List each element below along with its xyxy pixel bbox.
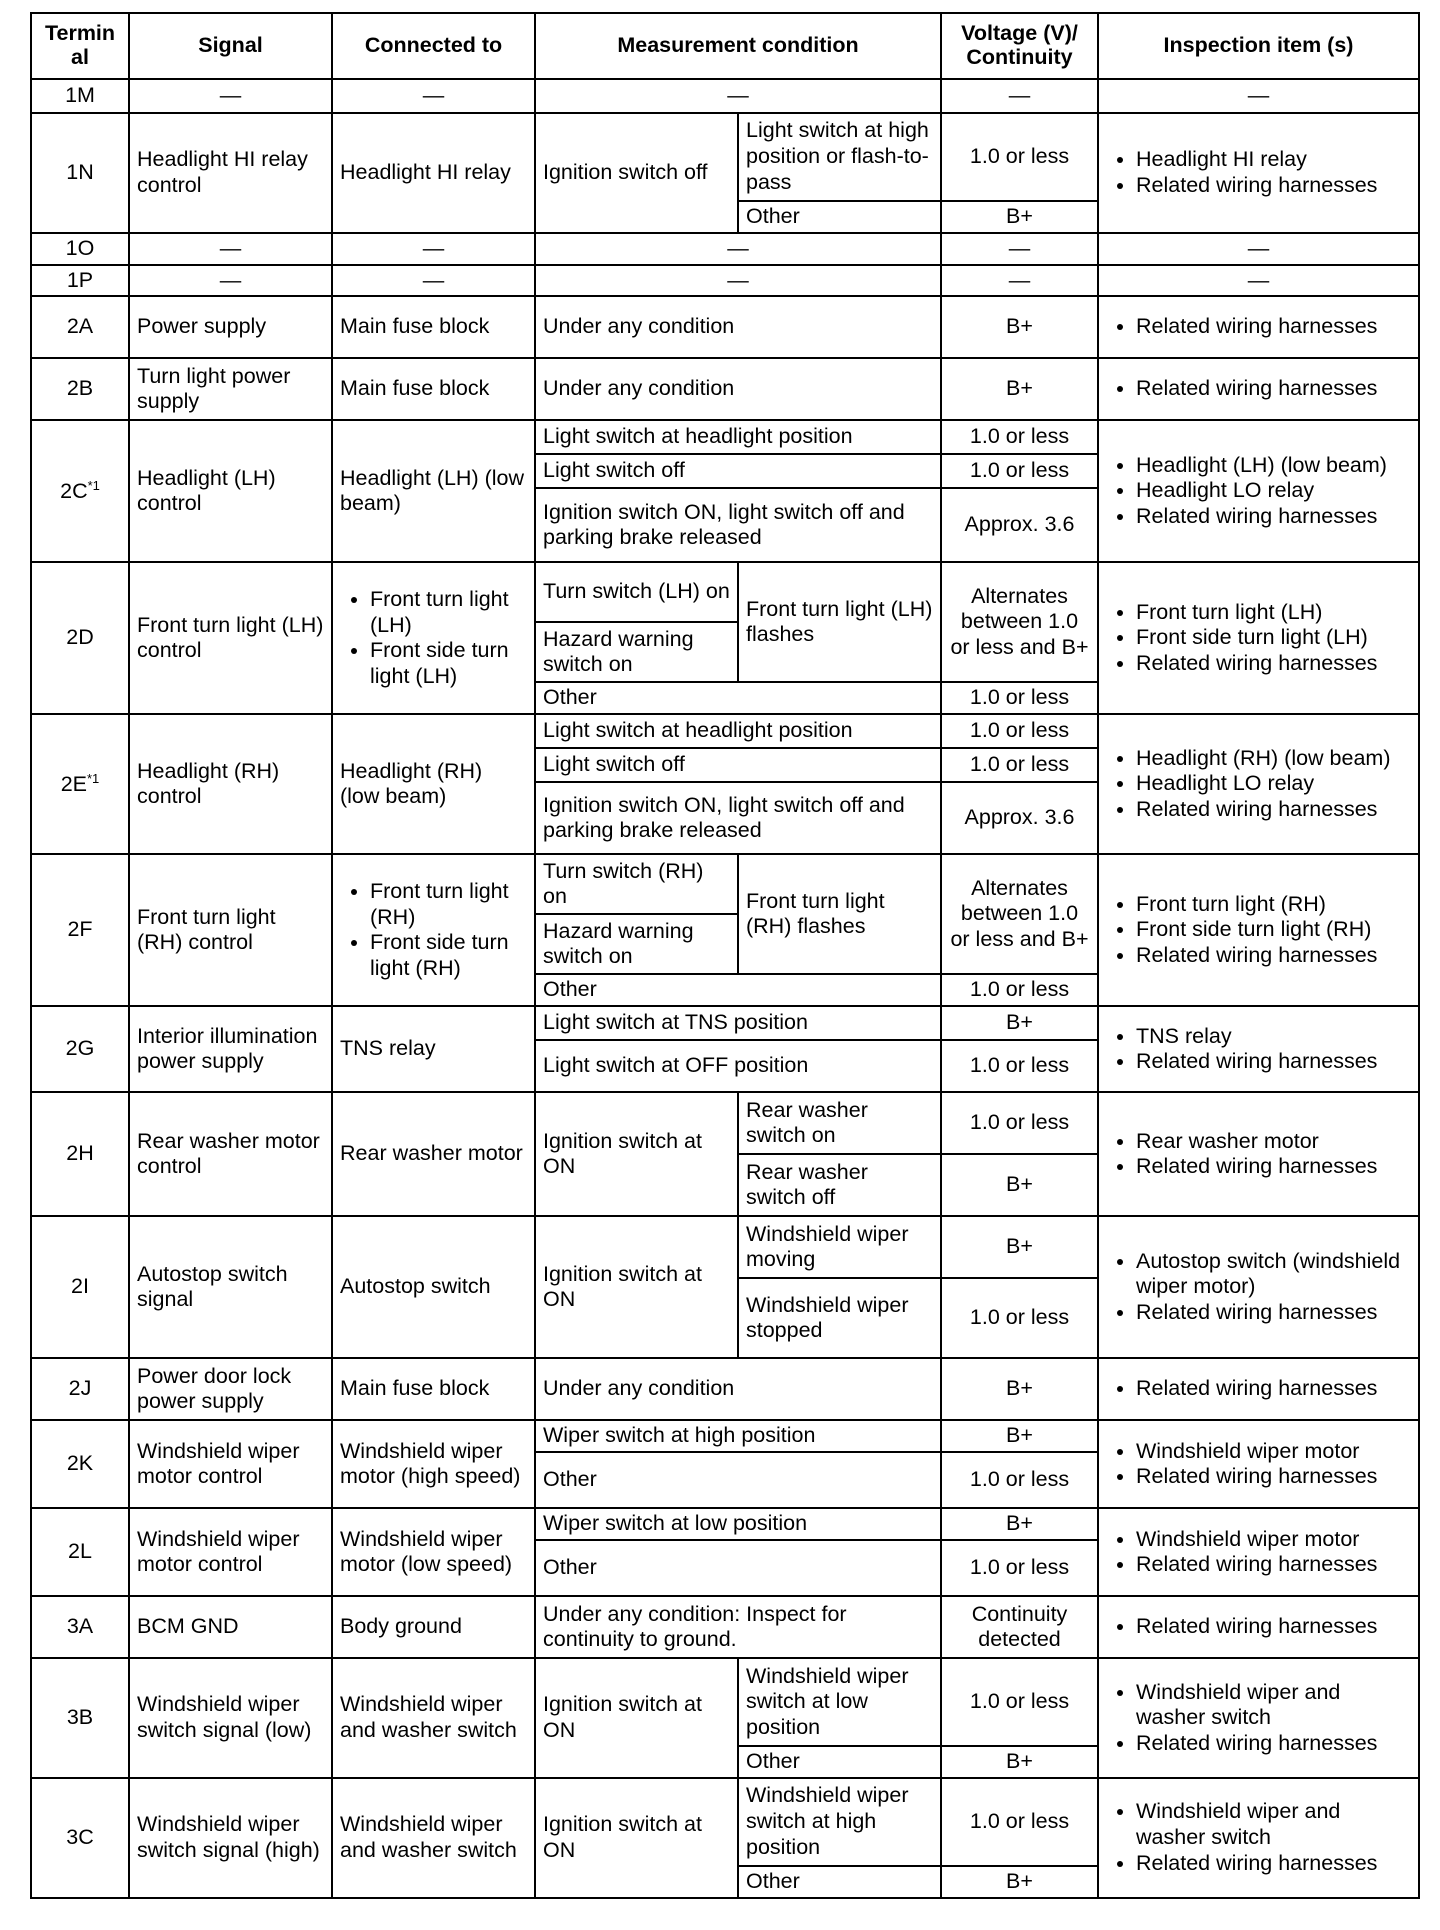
signal-cell: Headlight HI relay control: [129, 113, 332, 233]
signal-cell: Windshield wiper switch signal (high): [129, 1778, 332, 1898]
header-voltage: Voltage (V)/ Continuity: [941, 13, 1098, 79]
inspection-item: • Headlight (LH) (low beam): [1136, 453, 1411, 479]
terminal-id: 2J: [31, 1358, 129, 1420]
inspection-item: • TNS relay: [1136, 1024, 1411, 1050]
condition-cell: Light switch off: [535, 748, 941, 782]
condition-cell: Ignition switch at ON: [535, 1216, 738, 1358]
table-row: [31, 233, 1419, 265]
inspection-item: • Related wiring harnesses: [1136, 1376, 1411, 1402]
condition-cell: Wiper switch at high position: [535, 1420, 941, 1452]
connected-cell: Windshield wiper and washer switch: [332, 1778, 535, 1898]
terminal-id: 3C: [31, 1778, 129, 1898]
inspection-item: • Related wiring harnesses: [1136, 797, 1411, 823]
inspection-item: • Headlight LO relay: [1136, 478, 1411, 504]
inspection-cell: [1098, 1216, 1419, 1358]
terminal-id-text: 2C: [60, 479, 88, 504]
terminal-id-text: 2E: [60, 772, 87, 797]
condition-cell: Light switch at headlight position: [535, 420, 941, 454]
voltage-cell: B+: [941, 201, 1098, 233]
table-row: [31, 1358, 1419, 1420]
table-row: [31, 113, 1419, 201]
condition-sub-cell: Light switch at high position or flash-to-pass: [738, 113, 941, 201]
condition-cell: Ignition switch ON, light switch off and parking brake released: [535, 782, 941, 854]
voltage-cell: Alternates between 1.0 or less and B+: [941, 854, 1098, 974]
terminal-id: 2K: [31, 1420, 129, 1508]
signal-cell: Headlight (RH) control: [129, 714, 332, 854]
connected-cell: Main fuse block: [332, 296, 535, 358]
inspection-item: • Related wiring harnesses: [1136, 1731, 1411, 1757]
signal-cell: Windshield wiper motor control: [129, 1420, 332, 1508]
table-row: [31, 1658, 1419, 1746]
table-row: [31, 1778, 1419, 1866]
voltage-cell: B+: [941, 1006, 1098, 1040]
connected-item: • Front side turn light (LH): [370, 638, 527, 690]
voltage-cell: 1.0 or less: [941, 113, 1098, 201]
signal-cell: Autostop switch signal: [129, 1216, 332, 1358]
terminal-id: [31, 420, 129, 562]
condition-cell: Under any condition: Inspect for continuity to ground.: [535, 1596, 941, 1658]
inspection-item: • Rear washer motor: [1136, 1129, 1411, 1155]
voltage-cell: 1.0 or less: [941, 420, 1098, 454]
condition-sub-cell: Windshield wiper stopped: [738, 1278, 941, 1358]
voltage-cell: B+: [941, 1866, 1098, 1898]
terminal-id: 2A: [31, 296, 129, 358]
condition-sub-cell: Windshield wiper switch at high position: [738, 1778, 941, 1866]
inspection-item: • Front turn light (LH): [1136, 600, 1411, 626]
table-row: [31, 296, 1419, 358]
condition-cell: Wiper switch at low position: [535, 1508, 941, 1540]
table-row: [31, 79, 1419, 113]
voltage-cell: 1.0 or less: [941, 1540, 1098, 1596]
voltage-cell: 1.0 or less: [941, 1778, 1098, 1866]
terminal-id: 3A: [31, 1596, 129, 1658]
inspection-cell: [1098, 562, 1419, 714]
condition-cell: Light switch at headlight position: [535, 714, 941, 748]
inspection-item: • Related wiring harnesses: [1136, 1154, 1411, 1180]
header-measurement-condition: Measurement condition: [535, 13, 941, 79]
inspection-item: • Related wiring harnesses: [1136, 1300, 1411, 1326]
connected-cell: Body ground: [332, 1596, 535, 1658]
empty-dash: —: [535, 265, 941, 297]
table-row: [31, 1420, 1419, 1452]
empty-dash: —: [332, 265, 535, 297]
empty-dash: —: [1098, 233, 1419, 265]
condition-cell: Ignition switch at ON: [535, 1658, 738, 1778]
empty-dash: —: [129, 233, 332, 265]
inspection-item: • Related wiring harnesses: [1136, 1049, 1411, 1075]
condition-sub-cell: Front turn light (LH) flashes: [738, 562, 941, 682]
inspection-item: • Related wiring harnesses: [1136, 1464, 1411, 1490]
connected-cell: Windshield wiper and washer switch: [332, 1658, 535, 1778]
voltage-cell: 1.0 or less: [941, 974, 1098, 1006]
terminal-id: 3B: [31, 1658, 129, 1778]
condition-cell: Under any condition: [535, 358, 941, 420]
terminal-id: 1M: [31, 79, 129, 113]
empty-dash: —: [129, 79, 332, 113]
voltage-cell: 1.0 or less: [941, 748, 1098, 782]
signal-cell: Power door lock power supply: [129, 1358, 332, 1420]
table-row: [31, 854, 1419, 914]
connected-cell: Rear washer motor: [332, 1092, 535, 1216]
inspection-cell: [1098, 1358, 1419, 1420]
connected-cell: Headlight (RH) (low beam): [332, 714, 535, 854]
connected-cell: TNS relay: [332, 1006, 535, 1092]
terminal-id: 1P: [31, 265, 129, 297]
condition-cell: Ignition switch at ON: [535, 1092, 738, 1216]
voltage-cell: B+: [941, 1420, 1098, 1452]
signal-cell: Headlight (LH) control: [129, 420, 332, 562]
header-signal: Signal: [129, 13, 332, 79]
terminal-inspection-table: [30, 12, 1420, 1899]
condition-sub-cell: Other: [738, 1866, 941, 1898]
connected-item: • Front turn light (LH): [370, 587, 527, 639]
inspection-cell: [1098, 1658, 1419, 1778]
condition-cell: Other: [535, 974, 941, 1006]
voltage-cell: B+: [941, 296, 1098, 358]
signal-cell: Windshield wiper motor control: [129, 1508, 332, 1596]
inspection-cell: [1098, 113, 1419, 233]
inspection-item: • Windshield wiper motor: [1136, 1439, 1411, 1465]
signal-cell: Windshield wiper switch signal (low): [129, 1658, 332, 1778]
empty-dash: —: [1098, 265, 1419, 297]
condition-sub-cell: Front turn light (RH) flashes: [738, 854, 941, 974]
condition-cell: Other: [535, 682, 941, 714]
table-row: [31, 1508, 1419, 1540]
header-terminal: Termin al: [31, 13, 129, 79]
inspection-item: • Front side turn light (RH): [1136, 917, 1411, 943]
header-connected-to: Connected to: [332, 13, 535, 79]
voltage-cell: 1.0 or less: [941, 1452, 1098, 1508]
voltage-cell: 1.0 or less: [941, 454, 1098, 488]
condition-sub-cell: Other: [738, 1746, 941, 1778]
condition-cell: Light switch at TNS position: [535, 1006, 941, 1040]
condition-cell: Other: [535, 1540, 941, 1596]
connected-cell: [332, 854, 535, 1006]
condition-cell: Other: [535, 1452, 941, 1508]
inspection-item: • Windshield wiper and washer switch: [1136, 1680, 1411, 1732]
table-row: [31, 714, 1419, 748]
voltage-cell: B+: [941, 358, 1098, 420]
condition-cell: Light switch off: [535, 454, 941, 488]
voltage-cell: B+: [941, 1358, 1098, 1420]
condition-cell: Ignition switch off: [535, 113, 738, 233]
empty-dash: —: [535, 79, 941, 113]
inspection-cell: [1098, 1092, 1419, 1216]
inspection-cell: [1098, 1508, 1419, 1596]
footnote-mark: *1: [87, 477, 100, 493]
signal-cell: BCM GND: [129, 1596, 332, 1658]
inspection-item: • Related wiring harnesses: [1136, 504, 1411, 530]
inspection-item: • Related wiring harnesses: [1136, 651, 1411, 677]
table-row: [31, 420, 1419, 454]
voltage-cell: Approx. 3.6: [941, 488, 1098, 562]
condition-cell: Under any condition: [535, 1358, 941, 1420]
terminal-id: 2L: [31, 1508, 129, 1596]
signal-cell: Turn light power supply: [129, 358, 332, 420]
voltage-cell: Approx. 3.6: [941, 782, 1098, 854]
signal-cell: Front turn light (RH) control: [129, 854, 332, 1006]
voltage-cell: B+: [941, 1746, 1098, 1778]
inspection-item: • Related wiring harnesses: [1136, 1851, 1411, 1877]
terminal-id: 2D: [31, 562, 129, 714]
voltage-cell: 1.0 or less: [941, 714, 1098, 748]
empty-dash: —: [332, 233, 535, 265]
empty-dash: —: [129, 265, 332, 297]
table-row: [31, 358, 1419, 420]
connected-cell: Main fuse block: [332, 358, 535, 420]
empty-dash: —: [941, 265, 1098, 297]
terminal-id: 2I: [31, 1216, 129, 1358]
inspection-cell: [1098, 1778, 1419, 1898]
terminal-id: 2B: [31, 358, 129, 420]
empty-dash: —: [941, 233, 1098, 265]
connected-item: • Front turn light (RH): [370, 879, 527, 931]
terminal-id: 1N: [31, 113, 129, 233]
voltage-cell: 1.0 or less: [941, 1278, 1098, 1358]
empty-dash: —: [941, 79, 1098, 113]
condition-sub-cell: Other: [738, 201, 941, 233]
condition-cell: Hazard warning switch on: [535, 914, 738, 974]
connected-cell: Headlight HI relay: [332, 113, 535, 233]
inspection-cell: [1098, 1420, 1419, 1508]
terminal-id: 2H: [31, 1092, 129, 1216]
inspection-item: • Autostop switch (windshield wiper motor): [1136, 1249, 1411, 1301]
terminal-id: [31, 714, 129, 854]
inspection-item: • Related wiring harnesses: [1136, 314, 1411, 340]
signal-cell: Power supply: [129, 296, 332, 358]
inspection-item: • Headlight (RH) (low beam): [1136, 746, 1411, 772]
connected-cell: Windshield wiper motor (high speed): [332, 1420, 535, 1508]
table-row: [31, 1216, 1419, 1278]
inspection-item: • Related wiring harnesses: [1136, 1614, 1411, 1640]
signal-cell: Front turn light (LH) control: [129, 562, 332, 714]
voltage-cell: B+: [941, 1154, 1098, 1216]
voltage-cell: B+: [941, 1508, 1098, 1540]
condition-cell: Under any condition: [535, 296, 941, 358]
inspection-item: • Front side turn light (LH): [1136, 625, 1411, 651]
condition-cell: Hazard warning switch on: [535, 622, 738, 682]
empty-dash: —: [1098, 79, 1419, 113]
voltage-cell: B+: [941, 1216, 1098, 1278]
voltage-cell: 1.0 or less: [941, 1092, 1098, 1154]
inspection-item: • Related wiring harnesses: [1136, 173, 1411, 199]
inspection-cell: [1098, 1596, 1419, 1658]
connected-cell: [332, 562, 535, 714]
connected-cell: Autostop switch: [332, 1216, 535, 1358]
inspection-cell: [1098, 714, 1419, 854]
condition-sub-cell: Windshield wiper moving: [738, 1216, 941, 1278]
inspection-cell: [1098, 854, 1419, 1006]
terminal-id: 2G: [31, 1006, 129, 1092]
voltage-cell: Continuity detected: [941, 1596, 1098, 1658]
inspection-cell: [1098, 358, 1419, 420]
inspection-cell: [1098, 1006, 1419, 1092]
terminal-id: 1O: [31, 233, 129, 265]
inspection-item: • Front turn light (RH): [1136, 892, 1411, 918]
condition-cell: Ignition switch ON, light switch off and parking brake released: [535, 488, 941, 562]
inspection-item: • Related wiring harnesses: [1136, 943, 1411, 969]
inspection-item: • Windshield wiper and washer switch: [1136, 1799, 1411, 1851]
footnote-mark: *1: [87, 770, 100, 786]
voltage-cell: 1.0 or less: [941, 1658, 1098, 1746]
condition-sub-cell: Windshield wiper switch at low position: [738, 1658, 941, 1746]
condition-cell: Light switch at OFF position: [535, 1040, 941, 1092]
table-row: [31, 1596, 1419, 1658]
inspection-item: • Headlight HI relay: [1136, 147, 1411, 173]
inspection-item: • Headlight LO relay: [1136, 771, 1411, 797]
connected-cell: Main fuse block: [332, 1358, 535, 1420]
connected-cell: Windshield wiper motor (low speed): [332, 1508, 535, 1596]
inspection-cell: [1098, 296, 1419, 358]
condition-cell: Turn switch (LH) on: [535, 562, 738, 622]
table-row: [31, 1006, 1419, 1040]
empty-dash: —: [535, 233, 941, 265]
voltage-cell: 1.0 or less: [941, 1040, 1098, 1092]
signal-cell: Rear washer motor control: [129, 1092, 332, 1216]
inspection-item: • Related wiring harnesses: [1136, 1552, 1411, 1578]
table-header-row: [31, 13, 1419, 79]
condition-sub-cell: Rear washer switch on: [738, 1092, 941, 1154]
inspection-cell: [1098, 420, 1419, 562]
condition-cell: Ignition switch at ON: [535, 1778, 738, 1898]
table-row: [31, 1092, 1419, 1154]
terminal-id: 2F: [31, 854, 129, 1006]
voltage-cell: Alternates between 1.0 or less and B+: [941, 562, 1098, 682]
connected-cell: Headlight (LH) (low beam): [332, 420, 535, 562]
header-inspection-items: Inspection item (s): [1098, 13, 1419, 79]
condition-sub-cell: Rear washer switch off: [738, 1154, 941, 1216]
condition-cell: Turn switch (RH) on: [535, 854, 738, 914]
signal-cell: Interior illumination power supply: [129, 1006, 332, 1092]
voltage-cell: 1.0 or less: [941, 682, 1098, 714]
table-row: [31, 265, 1419, 297]
inspection-item: • Related wiring harnesses: [1136, 376, 1411, 402]
inspection-item: • Windshield wiper motor: [1136, 1527, 1411, 1553]
table-row: [31, 562, 1419, 622]
connected-item: • Front side turn light (RH): [370, 930, 527, 982]
empty-dash: —: [332, 79, 535, 113]
